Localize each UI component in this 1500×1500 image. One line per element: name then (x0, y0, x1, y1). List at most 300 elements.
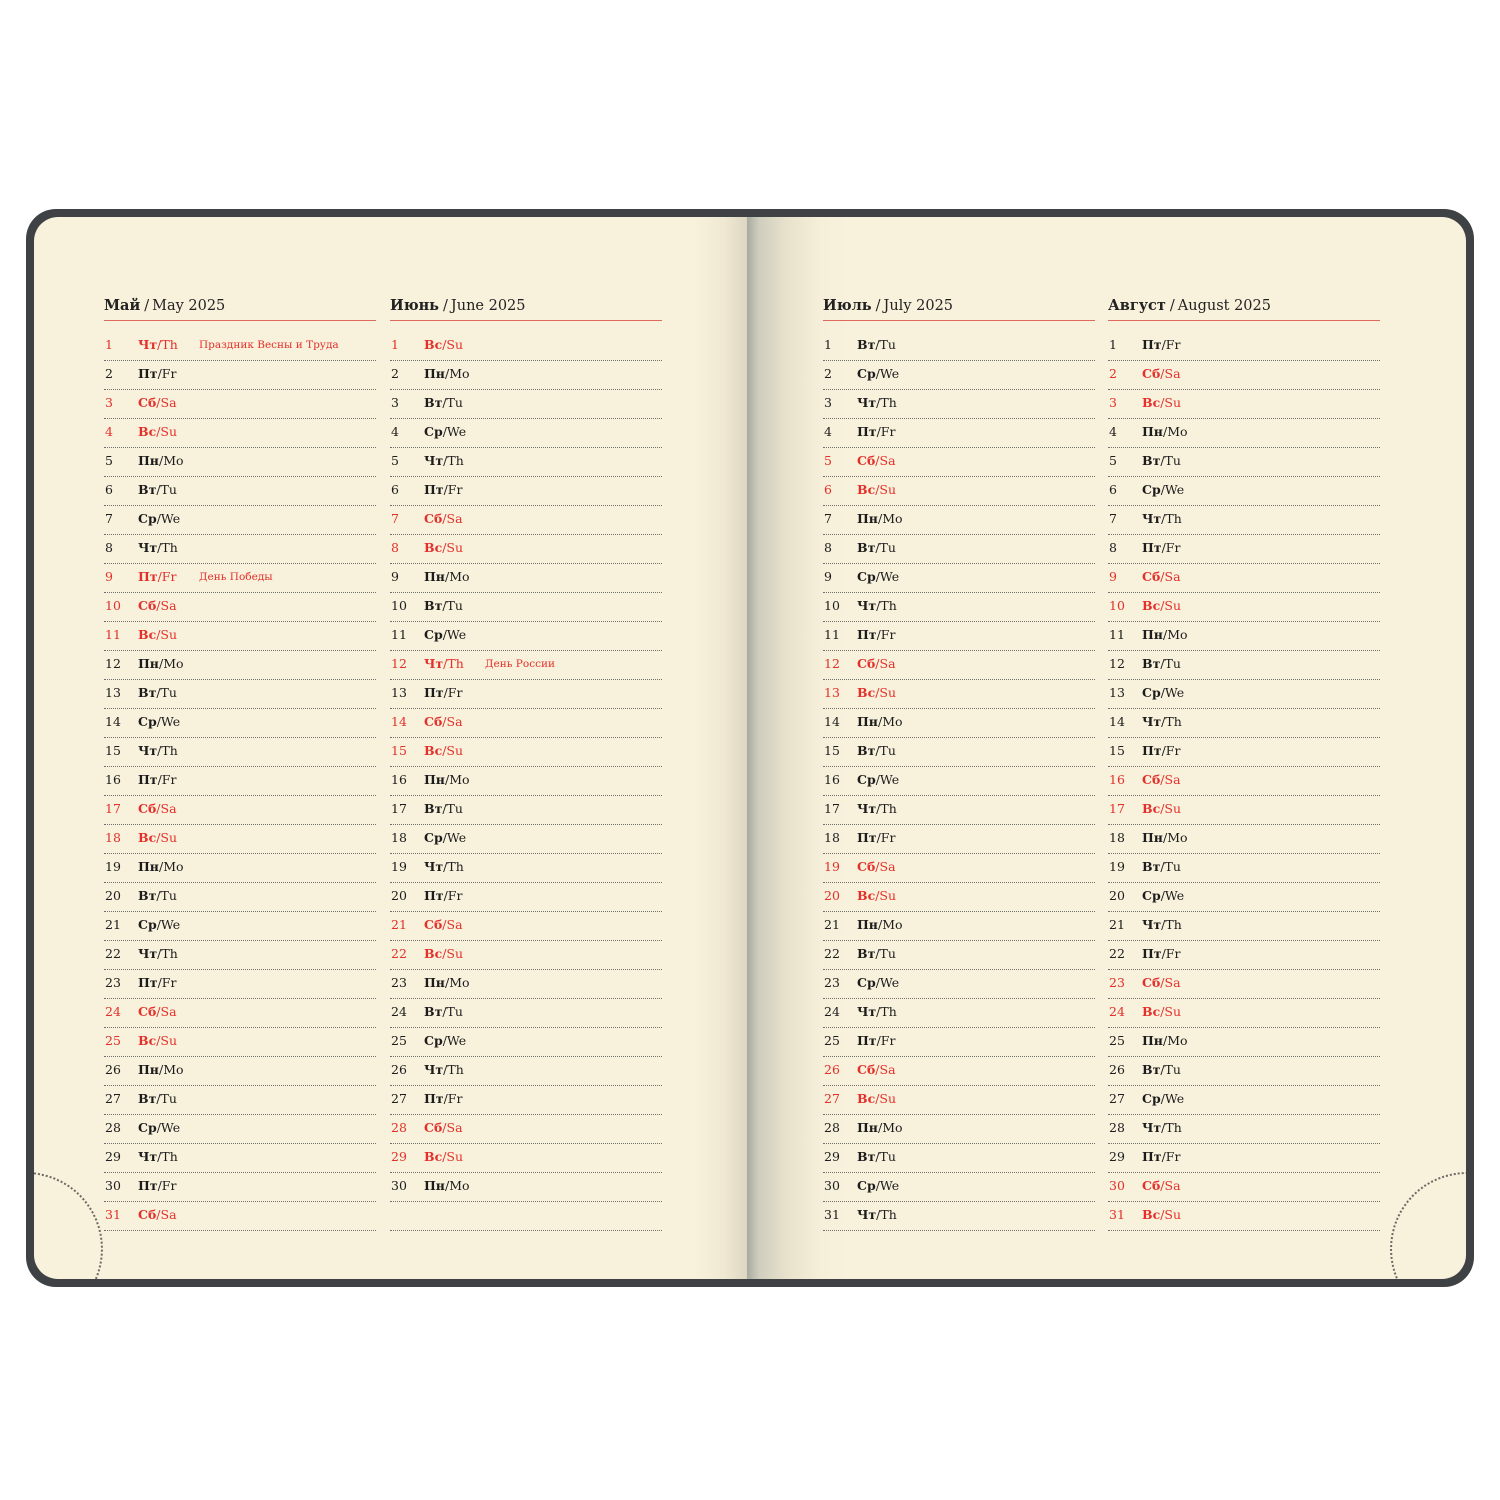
day-row[interactable] (1108, 913, 1380, 941)
day-number: 26 (105, 1062, 121, 1077)
day-row[interactable] (390, 884, 662, 912)
day-row[interactable] (390, 971, 662, 999)
weekday: Вт/Tu (857, 337, 896, 352)
day-number: 20 (391, 888, 407, 903)
day-row[interactable] (390, 594, 662, 622)
separator: / (443, 298, 448, 314)
day-row[interactable] (823, 565, 1095, 593)
day-row[interactable] (823, 1058, 1095, 1086)
weekday: Чт/Th (1142, 714, 1182, 729)
day-number: 4 (391, 424, 399, 439)
day-row[interactable] (390, 942, 662, 970)
day-row[interactable] (1108, 1087, 1380, 1115)
weekday: Вс/Su (424, 946, 464, 961)
day-number: 5 (391, 453, 399, 468)
weekday-en: Sa (160, 598, 177, 613)
weekday: Сб/Sa (857, 859, 896, 874)
day-row[interactable] (104, 478, 376, 506)
weekday-en: Su (879, 482, 897, 497)
day-row[interactable] (1108, 942, 1380, 970)
weekday: Пн/Mo (424, 772, 470, 787)
day-row[interactable] (823, 1116, 1095, 1144)
day-number: 29 (105, 1149, 121, 1164)
weekday-en: Fr (880, 1033, 896, 1048)
weekday-en: Th (161, 337, 178, 352)
day-row[interactable] (1108, 710, 1380, 738)
day-number: 22 (824, 946, 840, 961)
day-row[interactable] (390, 1058, 662, 1086)
day-row[interactable] (390, 623, 662, 651)
weekday: Вт/Tu (138, 888, 177, 903)
day-row[interactable] (1108, 1029, 1380, 1057)
weekday-en: Mo (163, 859, 184, 874)
day-number: 15 (105, 743, 121, 758)
day-number: 16 (1109, 772, 1125, 787)
weekday-en: Tu (160, 1091, 177, 1106)
day-row[interactable] (823, 1203, 1095, 1231)
day-row[interactable] (390, 1116, 662, 1144)
weekday: Ср/We (138, 511, 181, 526)
weekday: Пн/Mo (424, 1178, 470, 1193)
day-row[interactable] (104, 507, 376, 535)
weekday-en: Mo (882, 511, 903, 526)
day-number: 18 (1109, 830, 1125, 845)
day-number: 17 (105, 801, 121, 816)
weekday-en: Tu (160, 482, 177, 497)
month-name-en: August 2025 (1177, 298, 1271, 314)
day-row[interactable] (1108, 768, 1380, 796)
weekday-en: Tu (160, 888, 177, 903)
weekday-en: Mo (1167, 424, 1188, 439)
weekday-ru: Вт (424, 395, 443, 410)
weekday: Ср/We (138, 1120, 181, 1135)
day-row[interactable] (823, 449, 1095, 477)
month-header (390, 296, 662, 320)
weekday-ru: Пт (138, 975, 158, 990)
day-row[interactable] (104, 942, 376, 970)
header-rule (104, 320, 376, 321)
empty-row[interactable] (390, 1203, 662, 1231)
weekday-en: Sa (879, 859, 896, 874)
day-row[interactable] (390, 855, 662, 883)
weekday-ru: Пн (424, 366, 445, 381)
day-row[interactable] (390, 565, 662, 593)
weekday-ru: Сб (857, 656, 876, 671)
weekday-en: Tu (879, 1149, 896, 1164)
day-number: 7 (105, 511, 113, 526)
day-number: 27 (105, 1091, 121, 1106)
weekday-ru: Сб (1142, 366, 1161, 381)
weekday-en: We (879, 366, 900, 381)
weekday-ru: Сб (857, 859, 876, 874)
day-row[interactable] (104, 1000, 376, 1028)
day-row[interactable] (1108, 594, 1380, 622)
day-row[interactable] (390, 362, 662, 390)
day-number: 30 (824, 1178, 840, 1193)
day-number: 30 (105, 1178, 121, 1193)
day-row[interactable] (390, 449, 662, 477)
weekday: Пн/Mo (857, 714, 903, 729)
weekday: Сб/Sa (1142, 366, 1181, 381)
weekday-en: Su (160, 830, 178, 845)
weekday-ru: Вс (857, 685, 876, 700)
weekday-en: Mo (449, 975, 470, 990)
weekday-ru: Пт (1142, 946, 1162, 961)
weekday: Сб/Sa (138, 598, 177, 613)
weekday: Вс/Su (857, 888, 897, 903)
day-number: 24 (105, 1004, 121, 1019)
weekday: Чт/Th (138, 743, 178, 758)
day-row[interactable] (390, 826, 662, 854)
day-list (1108, 333, 1380, 1231)
day-row[interactable] (823, 623, 1095, 651)
day-row[interactable] (823, 1000, 1095, 1028)
weekday-en: Sa (160, 801, 177, 816)
day-number: 25 (824, 1033, 840, 1048)
weekday-ru: Сб (138, 598, 157, 613)
weekday-ru: Вс (424, 337, 443, 352)
weekday-en: Fr (1165, 1149, 1181, 1164)
weekday-ru: Вт (857, 946, 876, 961)
day-row[interactable] (104, 1203, 376, 1231)
day-row[interactable] (104, 797, 376, 825)
weekday-en: Tu (446, 395, 463, 410)
day-number: 6 (824, 482, 832, 497)
weekday-ru: Пн (424, 569, 445, 584)
weekday-ru: Чт (1142, 917, 1162, 932)
day-number: 20 (1109, 888, 1125, 903)
day-row[interactable] (1108, 362, 1380, 390)
day-row[interactable] (390, 1029, 662, 1057)
weekday-en: Tu (879, 540, 896, 555)
weekday: Ср/We (1142, 482, 1185, 497)
weekday-ru: Сб (424, 917, 443, 932)
day-row[interactable] (1108, 739, 1380, 767)
day-number: 23 (824, 975, 840, 990)
separator: / (875, 298, 881, 314)
weekday-en: Fr (1165, 540, 1181, 555)
day-row[interactable] (1108, 1058, 1380, 1086)
weekday-en: We (879, 1178, 900, 1193)
day-row[interactable] (823, 652, 1095, 680)
weekday-ru: Чт (424, 859, 444, 874)
weekday-en: We (1164, 685, 1185, 700)
day-number: 22 (1109, 946, 1125, 961)
weekday-en: Fr (161, 975, 177, 990)
day-row[interactable] (104, 971, 376, 999)
day-row[interactable] (1108, 826, 1380, 854)
day-row[interactable] (104, 913, 376, 941)
day-row[interactable] (1108, 1000, 1380, 1028)
weekday-ru: Чт (138, 540, 158, 555)
day-row[interactable] (1108, 971, 1380, 999)
weekday: Ср/We (857, 366, 900, 381)
day-row[interactable] (390, 478, 662, 506)
weekday-en: Fr (447, 1091, 463, 1106)
day-row[interactable] (1108, 1174, 1380, 1202)
day-row[interactable] (823, 855, 1095, 883)
day-number: 15 (1109, 743, 1125, 758)
weekday-en: We (879, 569, 900, 584)
weekday-en: We (446, 830, 467, 845)
weekday: Пт/Fr (424, 685, 463, 700)
weekday: Вт/Tu (424, 598, 463, 613)
day-number: 27 (391, 1091, 407, 1106)
day-row[interactable] (1108, 884, 1380, 912)
day-row[interactable] (390, 652, 662, 680)
day-number: 27 (1109, 1091, 1125, 1106)
day-row[interactable] (104, 681, 376, 709)
day-row[interactable] (104, 449, 376, 477)
day-number: 11 (105, 627, 121, 642)
day-row[interactable] (1108, 623, 1380, 651)
month-may (104, 296, 376, 1232)
day-number: 1 (391, 337, 399, 352)
day-row[interactable] (1108, 391, 1380, 419)
day-row[interactable] (390, 797, 662, 825)
weekday: Ср/We (857, 1178, 900, 1193)
day-row[interactable] (104, 391, 376, 419)
weekday-ru: Пт (138, 366, 158, 381)
weekday-en: Su (446, 946, 464, 961)
day-row[interactable] (390, 391, 662, 419)
day-row[interactable] (104, 652, 376, 680)
day-row[interactable] (823, 1029, 1095, 1057)
day-row[interactable] (104, 1029, 376, 1057)
day-row[interactable] (390, 1087, 662, 1115)
weekday-ru: Вт (138, 685, 157, 700)
day-row[interactable] (823, 826, 1095, 854)
weekday-ru: Чт (857, 598, 877, 613)
day-row[interactable] (823, 739, 1095, 767)
weekday-en: Sa (446, 714, 463, 729)
day-row[interactable] (823, 913, 1095, 941)
weekday: Вт/Tu (1142, 859, 1181, 874)
day-number: 16 (105, 772, 121, 787)
day-row[interactable] (823, 333, 1095, 361)
weekday-ru: Вс (857, 888, 876, 903)
weekday-ru: Чт (857, 1207, 877, 1222)
weekday-ru: Сб (424, 714, 443, 729)
day-row[interactable] (1108, 1203, 1380, 1231)
day-row[interactable] (104, 826, 376, 854)
weekday: Пт/Fr (138, 569, 177, 584)
day-row[interactable] (390, 1174, 662, 1202)
day-number: 5 (1109, 453, 1117, 468)
weekday-en: Th (161, 946, 178, 961)
day-row[interactable] (390, 1145, 662, 1173)
day-row[interactable] (104, 565, 376, 593)
weekday-ru: Вс (1142, 395, 1161, 410)
day-row[interactable] (104, 855, 376, 883)
weekday-en: Th (161, 1149, 178, 1164)
day-row[interactable] (823, 594, 1095, 622)
weekday-ru: Пн (138, 1062, 159, 1077)
day-row[interactable] (390, 768, 662, 796)
weekday-en: Tu (879, 946, 896, 961)
weekday: Ср/We (1142, 685, 1185, 700)
weekday-en: Fr (161, 1178, 177, 1193)
weekday-ru: Вс (424, 540, 443, 555)
day-row[interactable] (104, 1116, 376, 1144)
day-number: 4 (105, 424, 113, 439)
weekday-ru: Вт (1142, 656, 1161, 671)
day-row[interactable] (104, 594, 376, 622)
day-number: 14 (391, 714, 407, 729)
day-row[interactable] (823, 536, 1095, 564)
weekday: Пн/Mo (1142, 627, 1188, 642)
weekday: Пт/Fr (138, 366, 177, 381)
day-row[interactable] (1108, 1116, 1380, 1144)
day-row[interactable] (1108, 449, 1380, 477)
day-row[interactable] (390, 333, 662, 361)
day-number: 29 (1109, 1149, 1125, 1164)
weekday-en: Fr (161, 366, 177, 381)
weekday-ru: Вт (857, 540, 876, 555)
day-row[interactable] (104, 768, 376, 796)
day-number: 17 (391, 801, 407, 816)
day-row[interactable] (390, 913, 662, 941)
weekday-ru: Пт (1142, 1149, 1162, 1164)
weekday-en: Fr (161, 772, 177, 787)
day-number: 19 (391, 859, 407, 874)
day-row[interactable] (104, 1087, 376, 1115)
day-row[interactable] (390, 420, 662, 448)
weekday-ru: Чт (424, 453, 444, 468)
day-number: 18 (105, 830, 121, 845)
weekday-ru: Чт (138, 946, 158, 961)
weekday: Чт/Th (857, 598, 897, 613)
day-row[interactable] (823, 797, 1095, 825)
day-row[interactable] (390, 507, 662, 535)
day-row[interactable] (104, 710, 376, 738)
weekday-en: We (879, 975, 900, 990)
day-row[interactable] (823, 681, 1095, 709)
day-row[interactable] (104, 1174, 376, 1202)
day-row[interactable] (390, 739, 662, 767)
day-row[interactable] (390, 710, 662, 738)
weekday-en: Sa (446, 1120, 463, 1135)
day-row[interactable] (1108, 652, 1380, 680)
weekday-ru: Ср (1142, 1091, 1161, 1106)
day-row[interactable] (823, 478, 1095, 506)
day-number: 22 (391, 946, 407, 961)
day-number: 16 (824, 772, 840, 787)
day-row[interactable] (823, 507, 1095, 535)
weekday-ru: Пт (138, 1178, 158, 1193)
weekday-en: Fr (447, 685, 463, 700)
weekday-ru: Пн (138, 656, 159, 671)
day-row[interactable] (823, 1174, 1095, 1202)
day-number: 10 (105, 598, 121, 613)
weekday: Пт/Fr (1142, 337, 1181, 352)
day-row[interactable] (1108, 478, 1380, 506)
month-july (823, 296, 1095, 1232)
day-row[interactable] (390, 681, 662, 709)
day-number: 5 (105, 453, 113, 468)
weekday-ru: Пт (857, 627, 877, 642)
weekday: Вт/Tu (138, 1091, 177, 1106)
weekday: Вс/Su (138, 627, 178, 642)
day-row[interactable] (104, 739, 376, 767)
day-row[interactable] (104, 623, 376, 651)
weekday: Пн/Mo (857, 1120, 903, 1135)
day-row[interactable] (104, 884, 376, 912)
weekday-ru: Чт (424, 656, 444, 671)
day-row[interactable] (823, 971, 1095, 999)
day-row[interactable] (104, 362, 376, 390)
weekday-en: We (879, 772, 900, 787)
weekday: Пт/Fr (424, 482, 463, 497)
weekday: Пт/Fr (857, 424, 896, 439)
day-row[interactable] (1108, 855, 1380, 883)
separator: / (144, 298, 150, 314)
weekday-en: We (160, 917, 181, 932)
day-list (390, 333, 662, 1231)
day-row[interactable] (823, 942, 1095, 970)
weekday-en: Sa (879, 1062, 896, 1077)
day-row[interactable] (823, 1087, 1095, 1115)
day-number: 8 (1109, 540, 1117, 555)
day-row[interactable] (1108, 797, 1380, 825)
day-row[interactable] (823, 391, 1095, 419)
weekday: Пт/Fr (1142, 540, 1181, 555)
weekday-ru: Пт (857, 424, 877, 439)
day-row[interactable] (1108, 536, 1380, 564)
day-row[interactable] (104, 536, 376, 564)
day-number: 11 (824, 627, 840, 642)
day-row[interactable] (390, 1000, 662, 1028)
day-row[interactable] (1108, 681, 1380, 709)
weekday: Пн/Mo (1142, 424, 1188, 439)
day-row[interactable] (823, 884, 1095, 912)
weekday-ru: Ср (138, 714, 157, 729)
weekday-ru: Чт (857, 1004, 877, 1019)
weekday-en: Mo (163, 656, 184, 671)
day-row[interactable] (104, 1058, 376, 1086)
day-row[interactable] (1108, 565, 1380, 593)
day-row[interactable] (104, 333, 376, 361)
day-row[interactable] (823, 768, 1095, 796)
day-row[interactable] (1108, 420, 1380, 448)
weekday-en: Mo (449, 772, 470, 787)
holiday-label: День России (485, 658, 555, 670)
weekday-ru: Пт (138, 569, 158, 584)
day-number: 13 (391, 685, 407, 700)
day-number: 14 (1109, 714, 1125, 729)
header-rule (1108, 320, 1380, 321)
day-number: 2 (391, 366, 399, 381)
day-row[interactable] (104, 420, 376, 448)
day-row[interactable] (1108, 507, 1380, 535)
weekday-ru: Ср (857, 772, 876, 787)
day-row[interactable] (1108, 1145, 1380, 1173)
weekday-ru: Пн (424, 975, 445, 990)
weekday: Вт/Tu (424, 395, 463, 410)
weekday-ru: Ср (1142, 685, 1161, 700)
day-row[interactable] (823, 420, 1095, 448)
day-row[interactable] (390, 536, 662, 564)
day-row[interactable] (104, 1145, 376, 1173)
day-row[interactable] (1108, 333, 1380, 361)
month-header (823, 296, 1095, 320)
day-number: 26 (1109, 1062, 1125, 1077)
day-row[interactable] (823, 1145, 1095, 1173)
day-row[interactable] (823, 362, 1095, 390)
weekday-ru: Вс (1142, 1004, 1161, 1019)
weekday: Пт/Fr (857, 627, 896, 642)
day-row[interactable] (823, 710, 1095, 738)
